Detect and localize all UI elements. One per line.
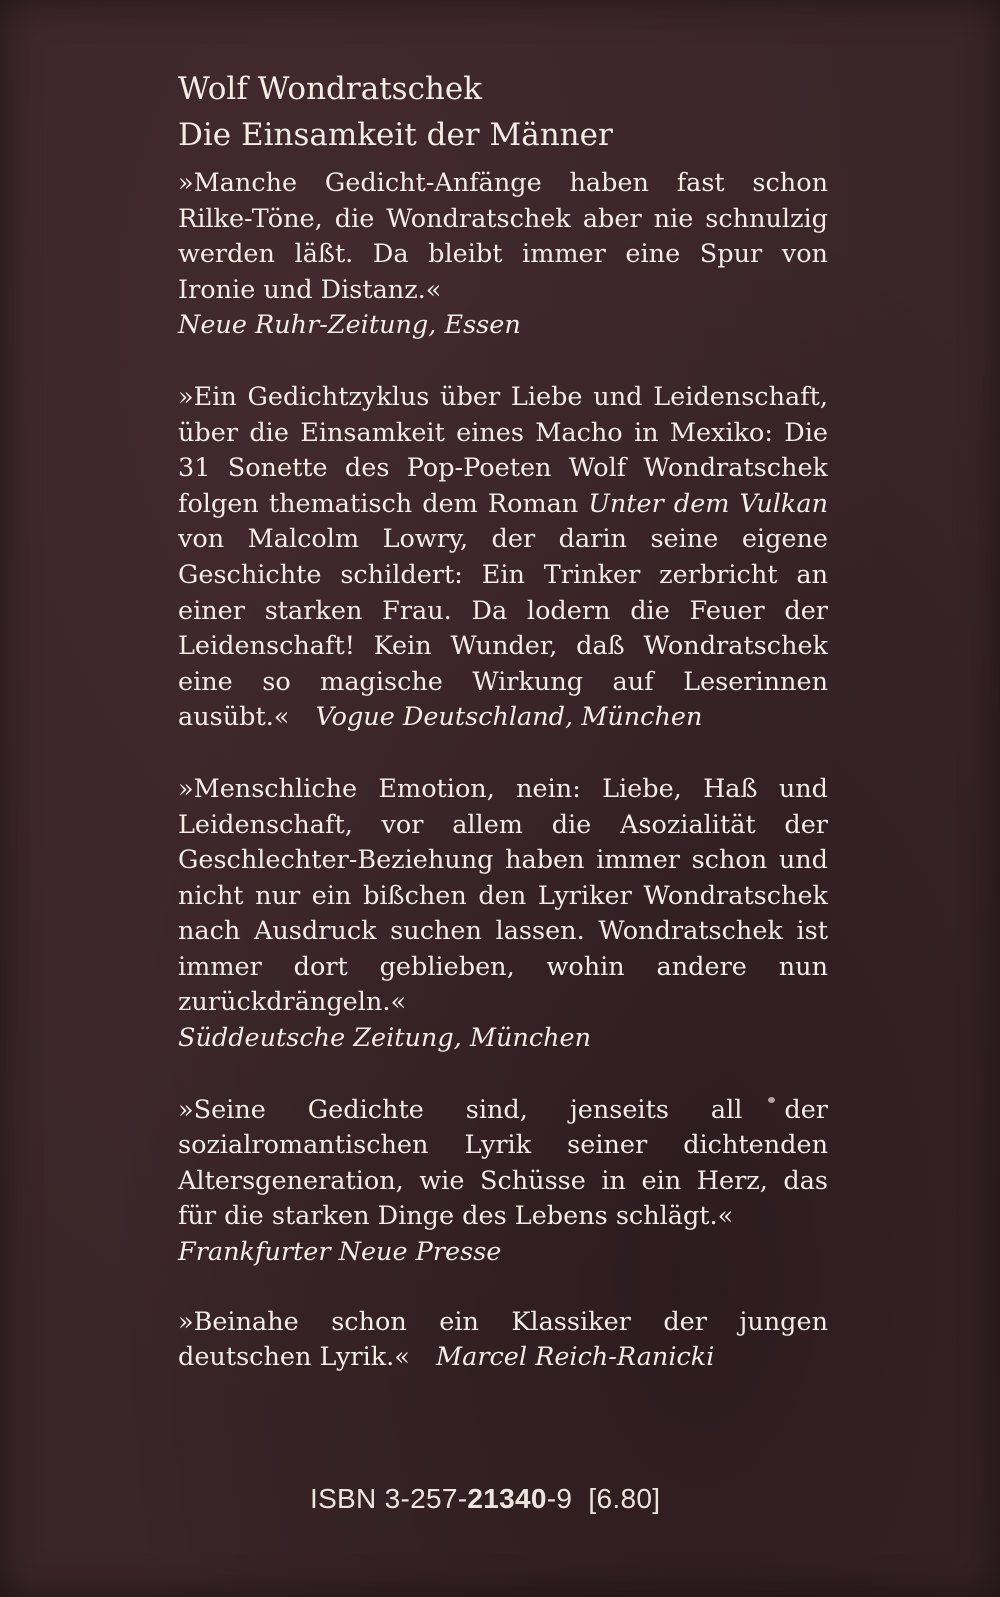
isbn-prefix: ISBN 3-257- xyxy=(310,1483,468,1514)
spacer xyxy=(178,1057,828,1093)
review-5 xyxy=(178,1305,828,1376)
review-source: Süddeutsche Zeitung, München xyxy=(178,1023,592,1054)
cover-text-block xyxy=(178,66,828,1376)
author-name: Wolf Wondratschek xyxy=(178,71,483,107)
review-quote: »Beinahe schon ein Klassiker der jungen deutschen Lyrik.« xyxy=(178,1306,828,1373)
review-quote: »Manche Gedicht-Anfänge haben fast schon Rilke-Töne, die Wondratschek aber nie schnulzig werden läßt. Da bleibt immer eine Spur von Ironie und Distanz.« xyxy=(178,168,828,305)
price-label: [6.80] xyxy=(588,1483,661,1514)
review-source: Marcel Reich-Ranicki xyxy=(436,1342,715,1373)
review-quote-part: von Malcolm Lowry, der darin seine eigene Geschichte schildert: Ein Trinker zerbricht an einer starken Frau. Da lodern die Feuer der Leidenschaft! Kein Wunder, daß Wondratschek eine so magische Wirkung auf Leserinnen ausübt.« xyxy=(178,524,828,733)
review-source: Frankfurter Neue Presse xyxy=(178,1237,502,1268)
review-1 xyxy=(178,166,828,344)
cited-work-title: Unter dem Vulkan xyxy=(588,488,828,519)
review-quote: »Menschliche Emotion, nein: Liebe, Haß und Leidenschaft, vor allem die Asozialität der Geschlechter-Beziehung haben immer schon und nicht nur ein bißchen den Lyriker Wondratschek nach Ausdruck suchen lassen. Wondratschek ist immer dort geblieben, wohin andere nun zurückdrängeln.« xyxy=(178,773,828,1018)
review-quote-part: »Ein Gedichtzyklus über Liebe und Leidenschaft, über die Einsamkeit eines Macho in Mexiko: Die 31 Sonette des Pop-Poeten Wolf Wondratschek folgen thematisch dem Roman xyxy=(178,381,828,519)
review-3 xyxy=(178,772,828,1057)
isbn-number: 21340 xyxy=(467,1483,547,1514)
review-quote: »Seine Gedichte sind, jenseits all der sozialromantischen Lyrik seiner dichtenden Altersgeneration, wie Schüsse in ein Herz, das für die starken Dinge des Lebens schlägt.« xyxy=(178,1094,828,1232)
review-2 xyxy=(178,380,828,736)
book-title: Die Einsamkeit der Männer xyxy=(178,117,613,153)
spacer xyxy=(178,344,828,380)
review-source: Vogue Deutschland, München xyxy=(315,702,703,733)
review-4 xyxy=(178,1093,828,1271)
spacer xyxy=(178,736,828,772)
spacer xyxy=(178,1271,828,1305)
isbn-line xyxy=(310,1483,660,1515)
review-source: Neue Ruhr-Zeitung, Essen xyxy=(178,310,521,341)
isbn-suffix: -9 xyxy=(546,1483,573,1514)
title-block xyxy=(178,66,828,158)
